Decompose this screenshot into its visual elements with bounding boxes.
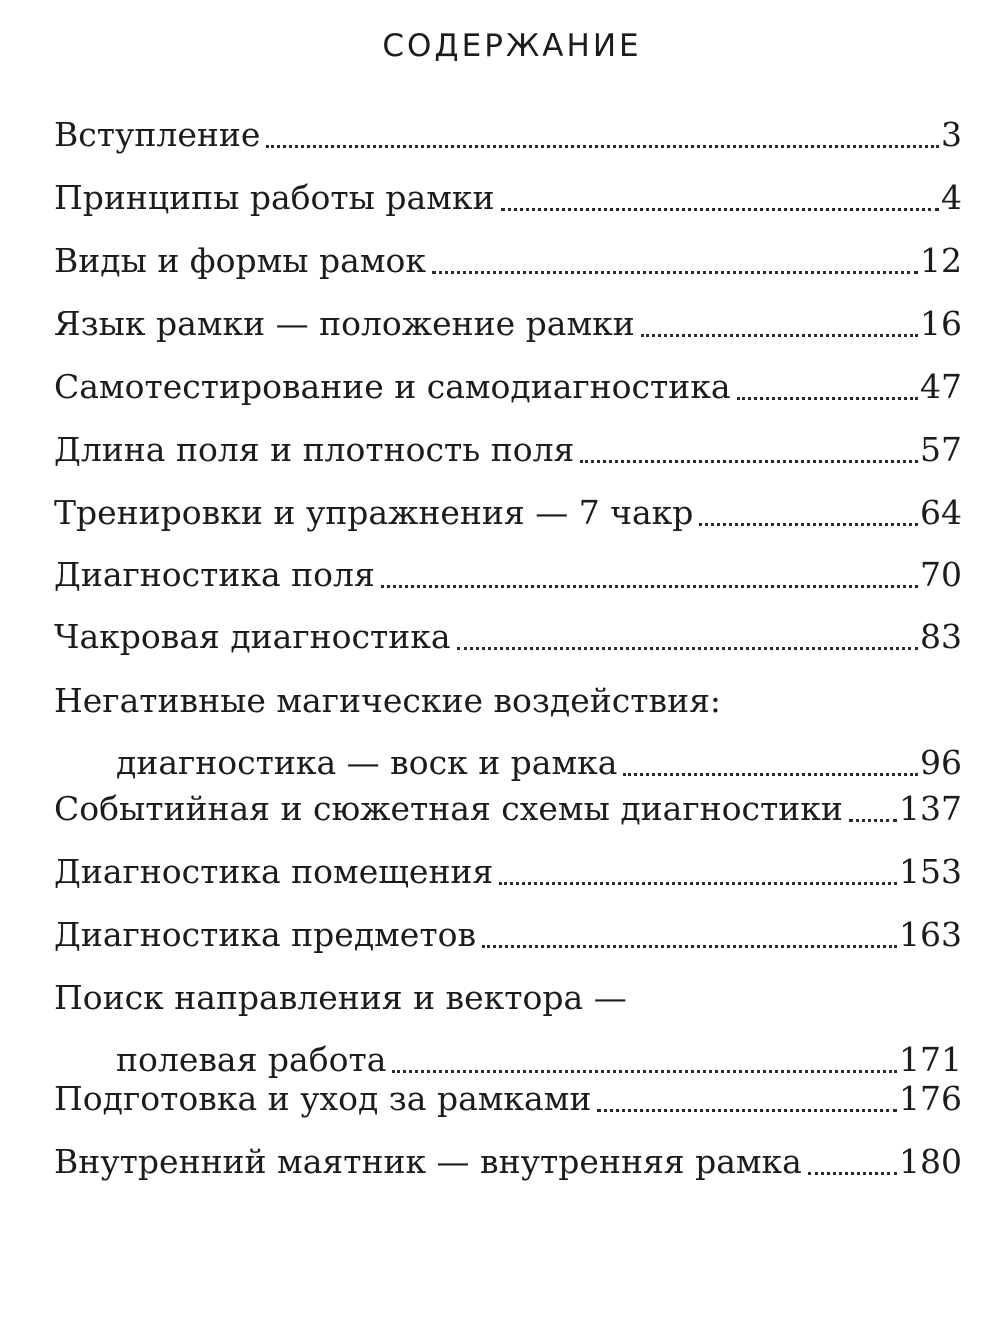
toc-page-number: 96	[920, 743, 962, 782]
toc-leader-dots	[266, 144, 939, 148]
toc-page-number: 137	[899, 789, 962, 828]
toc-entry-title: Диагностика помещения	[54, 852, 494, 891]
toc-leader-dots	[501, 207, 940, 211]
toc-entry	[54, 555, 962, 598]
toc-leader-dots	[808, 1171, 897, 1175]
toc-page-number: 12	[920, 241, 962, 280]
toc-entry-title: Тренировки и упражнения — 7 чакр	[54, 493, 694, 532]
toc-leader-dots	[432, 270, 918, 274]
toc-entry	[54, 115, 962, 158]
toc-page-number: 176	[899, 1079, 962, 1118]
toc-entry-title: Длина поля и плотность поля	[54, 430, 575, 469]
toc-entry-title: Событийная и сюжетная схемы диагностики	[54, 789, 843, 828]
toc-entry	[54, 915, 962, 958]
toc-entry	[54, 1142, 962, 1185]
toc-leader-dots	[737, 396, 918, 400]
toc-leader-dots	[499, 881, 897, 885]
toc-leader-dots	[849, 818, 897, 822]
toc-entry	[54, 1079, 962, 1122]
toc-leader-dots	[482, 944, 897, 948]
toc-entry-title: Поиск направления и вектора —	[54, 978, 627, 1017]
toc-leader-dots	[699, 522, 918, 526]
toc-entry-title: Негативные магические воздействия:	[54, 681, 722, 720]
toc-line	[54, 1079, 962, 1122]
toc-entry-title: Подготовка и уход за рамками	[54, 1079, 592, 1118]
toc-page-number: 57	[920, 430, 962, 469]
toc-leader-dots	[457, 646, 918, 650]
toc-line	[54, 852, 962, 895]
toc-line	[54, 915, 962, 958]
toc-page-number: 3	[941, 115, 962, 154]
toc-entry-title: Вступление	[54, 115, 261, 154]
toc-line	[54, 367, 962, 410]
toc-entry	[54, 493, 962, 536]
toc-line	[54, 241, 962, 284]
toc-line	[54, 304, 962, 347]
toc-entry	[54, 852, 962, 895]
toc-leader-dots	[381, 584, 918, 588]
toc-entry	[54, 367, 962, 410]
toc-page-number: 83	[920, 617, 962, 656]
toc-entry	[54, 978, 962, 1083]
toc-entry-title: Диагностика предметов	[54, 915, 477, 954]
toc-entry-title: Чакровая диагностика	[54, 617, 451, 656]
toc-entry	[54, 304, 962, 347]
toc-entry	[54, 681, 962, 786]
toc-leader-dots	[597, 1108, 897, 1112]
toc-page-number: 16	[920, 304, 962, 343]
toc-entry	[54, 430, 962, 473]
toc-line	[54, 743, 962, 786]
toc-line	[54, 555, 962, 598]
toc-entry	[54, 178, 962, 221]
toc-line	[54, 1040, 962, 1083]
toc-entry	[54, 789, 962, 832]
toc-leader-dots	[580, 459, 918, 463]
toc-leader-dots	[641, 333, 918, 337]
toc-entry-title: Виды и формы рамок	[54, 241, 427, 280]
toc-line	[54, 978, 962, 1021]
toc-page-number: 4	[941, 178, 962, 217]
toc-entry-title: Внутренний маятник — внутренняя рамка	[54, 1142, 802, 1181]
toc-leader-dots	[623, 772, 918, 776]
toc-entry-title: Самотестирование и самодиагностика	[54, 367, 731, 406]
toc-page-number: 64	[920, 493, 962, 532]
toc-entry-title: Диагностика поля	[54, 555, 375, 594]
toc-entry-title-continuation: диагностика — воск и рамка	[116, 743, 618, 782]
toc-page-number: 180	[899, 1142, 962, 1181]
toc-page-number: 47	[920, 367, 962, 406]
toc-page-number: 163	[899, 915, 962, 954]
toc-line	[54, 178, 962, 221]
toc-entry-title: Принципы работы рамки	[54, 178, 495, 217]
toc-page-number: 70	[920, 555, 962, 594]
toc-entry-title: Язык рамки — положение рамки	[54, 304, 635, 343]
toc-page-number: 153	[899, 852, 962, 891]
toc-line	[54, 115, 962, 158]
toc-line	[54, 681, 962, 724]
toc-entry-title-continuation: полевая работа	[116, 1040, 387, 1079]
toc-page-number: 171	[899, 1040, 962, 1079]
toc-entry	[54, 241, 962, 284]
toc-line	[54, 1142, 962, 1185]
toc-entry	[54, 617, 962, 660]
toc-line	[54, 617, 962, 660]
toc-line	[54, 789, 962, 832]
toc-line	[54, 430, 962, 473]
toc-leader-dots	[392, 1069, 897, 1073]
toc-line	[54, 493, 962, 536]
page-title: СОДЕРЖАНИЕ	[382, 28, 642, 64]
